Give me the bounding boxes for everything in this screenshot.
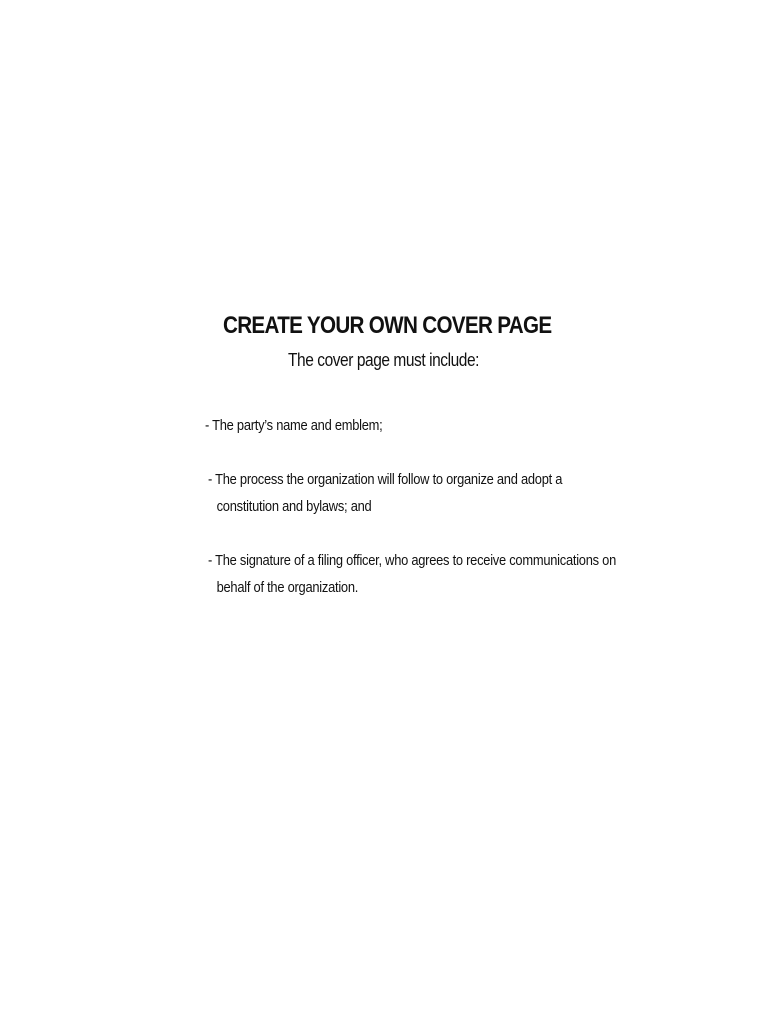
requirement-item-name-emblem: [205, 412, 382, 439]
requirement-line: - The signature of a filing officer, who agrees to receive communications on: [208, 552, 617, 569]
requirement-line: - The process the organization will follow to organize and adopt a: [208, 471, 563, 488]
requirement-line: - The party’s name and emblem;: [205, 417, 383, 434]
page-title: CREATE YOUR OWN COVER PAGE: [223, 312, 552, 339]
page-subtitle: The cover page must include:: [288, 350, 480, 370]
requirement-item-signature: [208, 547, 616, 601]
requirement-item-process: [208, 466, 562, 520]
requirement-line-continuation: constitution and bylaws; and: [216, 498, 372, 515]
requirement-line-continuation: behalf of the organization.: [216, 579, 359, 596]
